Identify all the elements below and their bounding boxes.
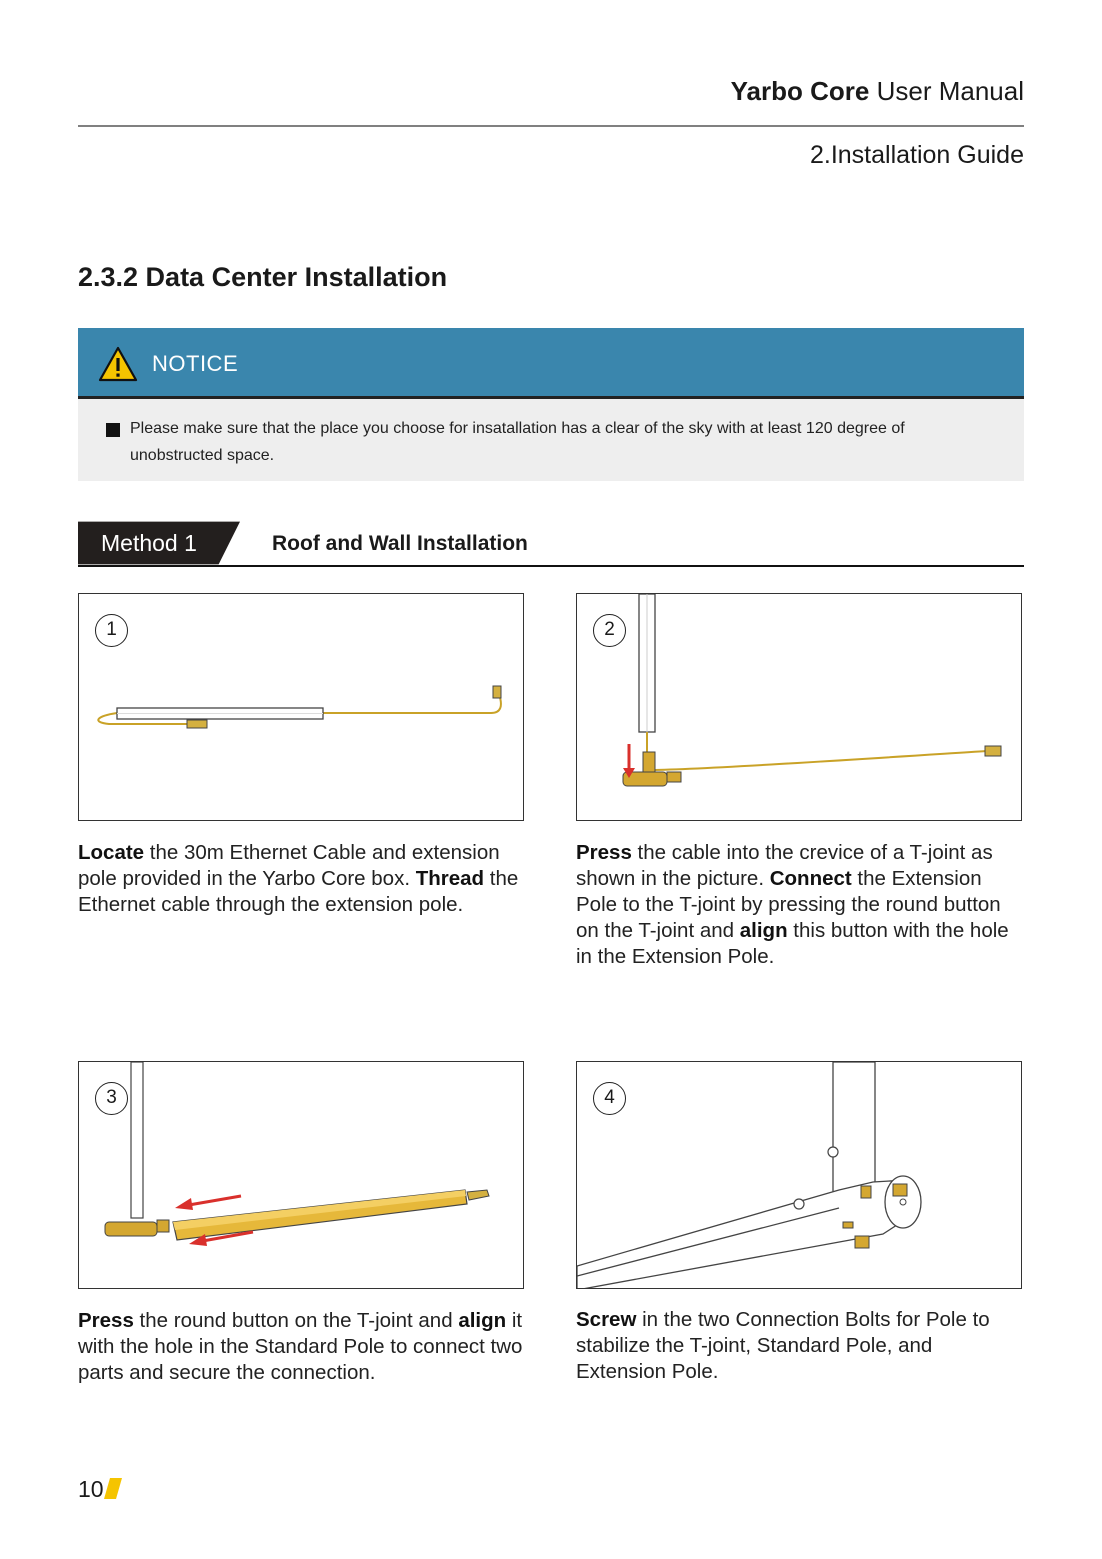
step-number: 3	[95, 1082, 128, 1115]
bullet-square-icon	[106, 423, 120, 437]
step-3-text	[78, 1308, 534, 1386]
t-joint-drawing	[577, 594, 1022, 821]
step-text-segment: the round button on the T-joint and	[133, 1309, 459, 1332]
step-keyword: align	[458, 1309, 507, 1332]
notice-label: NOTICE	[152, 351, 239, 376]
doc-title: User Manual	[876, 76, 1024, 106]
manual-title	[731, 76, 1024, 107]
step-keyword: Connect	[769, 867, 852, 890]
step-keyword: Locate	[78, 841, 145, 864]
method-underline	[78, 565, 1024, 567]
step-4-text	[576, 1307, 1016, 1385]
step-keyword: Press	[576, 841, 632, 864]
page-number: 10	[78, 1476, 104, 1502]
bolt-tightening-drawing	[577, 1062, 1022, 1289]
step-text-segment: in the two Connection Bolts for Pole to stabilize the T-joint, Standard Pole, and Extension Pole.	[576, 1308, 990, 1383]
method-title: Roof and Wall Installation	[272, 532, 528, 555]
step-1-text	[78, 840, 534, 918]
brand-name: Yarbo Core	[730, 76, 870, 106]
step-number: 1	[95, 614, 128, 647]
step-text-segment: this button with the hole in the Extension Pole.	[576, 919, 1009, 968]
cable-and-pole-drawing	[79, 594, 524, 821]
step-2-illustration	[576, 593, 1022, 821]
step-1-illustration	[78, 593, 524, 821]
step-text-segment: it with the hole in the Standard Pole to connect two parts and secure the connection.	[78, 1309, 523, 1384]
section-title: 2.3.2 Data Center Installation	[78, 262, 448, 292]
notice-text: Please make sure that the place you choose for insatallation has a clear of the sky with at least 120 degree of unobstructed space.	[130, 420, 905, 464]
method-heading	[78, 519, 1024, 567]
step-text-segment: the 30m Ethernet Cable and extension pole provided in the Yarbo Core box.	[78, 841, 500, 890]
header-divider	[78, 125, 1024, 127]
method-tag: Method 1	[101, 530, 197, 556]
page-accent-mark	[102, 1476, 124, 1501]
step-text-segment: the Ethernet cable through the extension pole.	[78, 867, 519, 916]
step-2-text	[576, 840, 1028, 970]
notice-header	[78, 328, 1024, 399]
notice-body	[78, 399, 1024, 481]
step-number: 4	[593, 1082, 626, 1115]
step-text-segment: the cable into the crevice of a T-joint as shown in the picture.	[576, 841, 993, 890]
warning-triangle-icon	[98, 346, 138, 382]
step-keyword: Thread	[415, 867, 485, 890]
step-keyword: Screw	[576, 1308, 637, 1331]
step-number: 2	[593, 614, 626, 647]
step-4-illustration	[576, 1061, 1022, 1289]
pole-connection-drawing	[79, 1062, 524, 1289]
step-text-segment: the Extension Pole to the T-joint by pressing the round button on the T-joint and	[576, 867, 1001, 942]
step-keyword: align	[739, 919, 788, 942]
step-3-illustration	[78, 1061, 524, 1289]
step-keyword: Press	[78, 1309, 134, 1332]
chapter-label: 2.Installation Guide	[809, 141, 1024, 169]
